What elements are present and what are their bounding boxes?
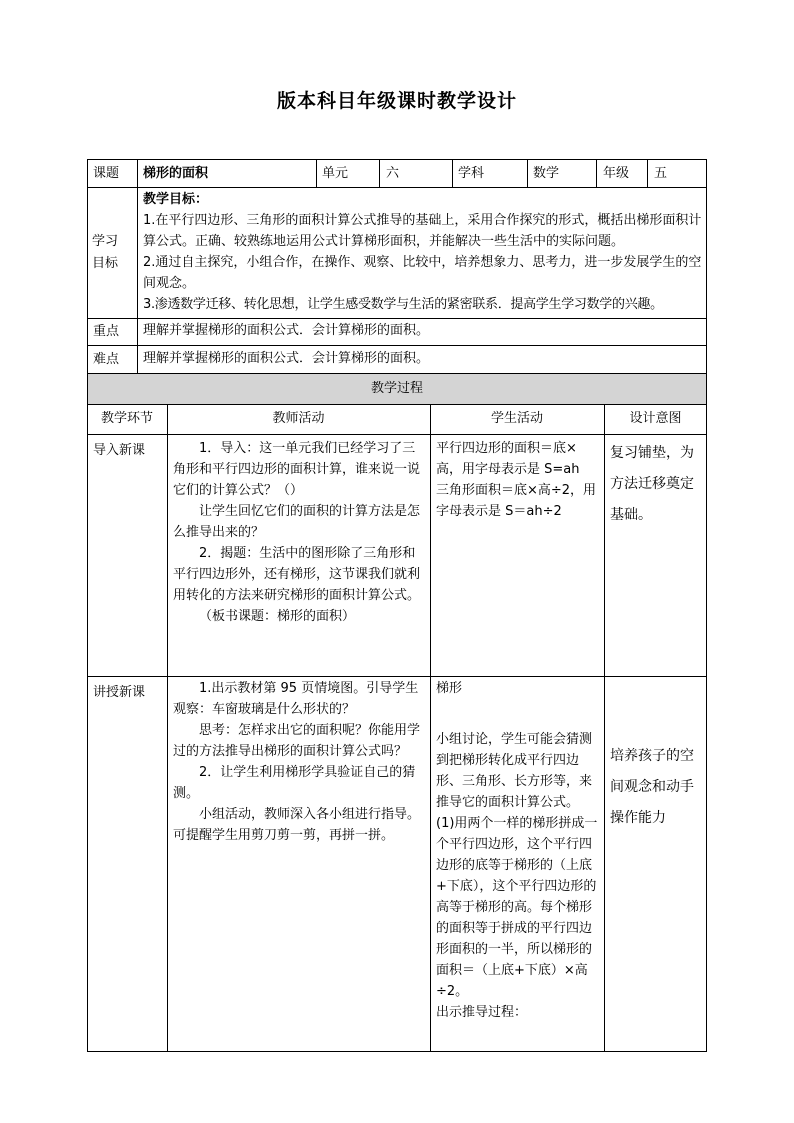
document-title: 版本科目年级课时教学设计 [276,90,517,112]
key-point-label: 重点 [93,324,120,339]
student-activity-intro [436,438,600,522]
unit-value: 六 [386,166,400,181]
grid-line [604,404,605,1052]
teacher-paragraph: 思考：怎样求出它的面积呢？你能用学过的方法推导出梯形的面积计算公式吗？ [173,723,421,759]
student-paragraph: (1)用两个一样的梯形拼成一个平行四边形，这个平行四边形的底等于梯形的（上底+下底），这个平行四边形的高等于梯形的高。每个梯形的面积等于拼成的平行四边形面积的一半，所以梯形的面积＝（上底+下底）×高÷2。 [436,816,598,999]
column-header-student: 学生活动 [490,411,543,426]
grid-line [596,159,597,187]
objective-item: 3.渗透数学迁移、转化思想，让学生感受数学与生活的紧密联系．提高学生学习数学的兴趣。 [143,297,663,312]
column-header-teacher: 教师活动 [272,411,325,426]
student-paragraph: 出示推导过程： [436,1005,528,1020]
grid-line [430,404,431,1052]
intent-paragraph: 培养孩子的空间观念和动手操作能力 [610,748,694,826]
topic-value: 梯形的面积 [143,166,209,181]
teacher-paragraph: 2．让学生利用梯形学具验证自己的猜测。 [173,765,416,801]
process-banner: 教学过程 [370,381,423,396]
teacher-activity-intro [173,438,425,627]
subject-value: 数学 [533,166,560,181]
grid-line [452,159,453,187]
grid-line [647,159,648,187]
grid-line [87,345,707,346]
grid-line [167,404,168,1052]
design-intent-intro [610,438,702,531]
student-paragraph: 小组讨论，学生可能会猜测到把梯形转化成平行四边形、三角形、长方形等，来推导它的面积计算公式。 [436,732,593,810]
objectives-heading: 教学目标： [143,192,209,207]
grid-line [137,159,138,373]
teacher-paragraph: （板书课题：梯形的面积） [199,609,356,624]
student-paragraph: 平行四边形的面积＝底×高，用字母表示是 S=ah [436,441,580,477]
student-paragraph: 梯形 [436,681,463,696]
difficulty-value: 理解并掌握梯形的面积公式．会计算梯形的面积。 [143,351,430,366]
grid-line [87,404,707,405]
grade-label: 年级 [603,166,630,181]
teacher-paragraph: 让学生回忆它们的面积的计算方法是怎么推导出来的？ [173,504,421,540]
student-activity-new-lesson [436,678,600,1023]
difficulty-label: 难点 [93,352,120,367]
teacher-paragraph: 1.出示教材第 95 页情境图。引导学生观察：车窗玻璃是什么形状的？ [173,681,419,717]
objective-item: 2.通过自主探究，小组合作，在操作、观察、比较中，培养想象力、思考力，进一步发展学生的空间观念。 [143,255,702,291]
grid-line [87,187,707,188]
subject-label: 学科 [458,166,485,181]
grid-line [87,434,707,435]
column-header-intent: 设计意图 [629,411,682,426]
unit-label: 单元 [322,166,349,181]
topic-label: 课题 [93,166,120,181]
teacher-activity-new-lesson [173,678,425,846]
teacher-paragraph: 小组活动，教师深入各小组进行指导。可提醒学生用剪刀剪一剪，再拼一拼。 [173,807,421,843]
grid-line [316,159,317,187]
objective-item: 1.在平行四边形、三角形的面积计算公式推导的基础上，采用合作探究的形式，概括出梯形面积计算公式。正确、较熟练地运用公式计算梯形面积，并能解决一些生活中的实际问题。 [143,213,702,249]
key-point-value: 理解并掌握梯形的面积公式．会计算梯形的面积。 [143,323,430,338]
objectives-label-line2: 目标 [92,256,119,271]
grade-value: 五 [654,166,668,181]
teacher-paragraph: 1．导入：这一单元我们已经学习了三角形和平行四边形的面积计算，谁来说一说它们的计算公式？（） [173,441,421,498]
teacher-paragraph: 2．揭题：生活中的图形除了三角形和平行四边形外，还有梯形，这节课我们就利用转化的方法来研究梯形的面积计算公式。 [173,546,421,603]
grid-line [87,318,707,319]
objectives-content [143,189,703,315]
grid-line [527,159,528,187]
intent-paragraph: 复习铺垫，为方法迁移奠定基础。 [610,445,694,523]
objectives-label-line1: 学习 [92,234,119,249]
column-header-stage: 教学环节 [100,411,153,426]
stage-intro: 导入新课 [93,443,146,458]
design-intent-new-lesson [610,741,702,834]
student-paragraph: 三角形面积＝底×高÷2，用字母表示是 S＝ah÷2 [436,483,597,519]
grid-line [87,676,707,677]
grid-line [379,159,380,187]
objectives-label [92,231,132,275]
stage-new-lesson: 讲授新课 [93,685,146,700]
